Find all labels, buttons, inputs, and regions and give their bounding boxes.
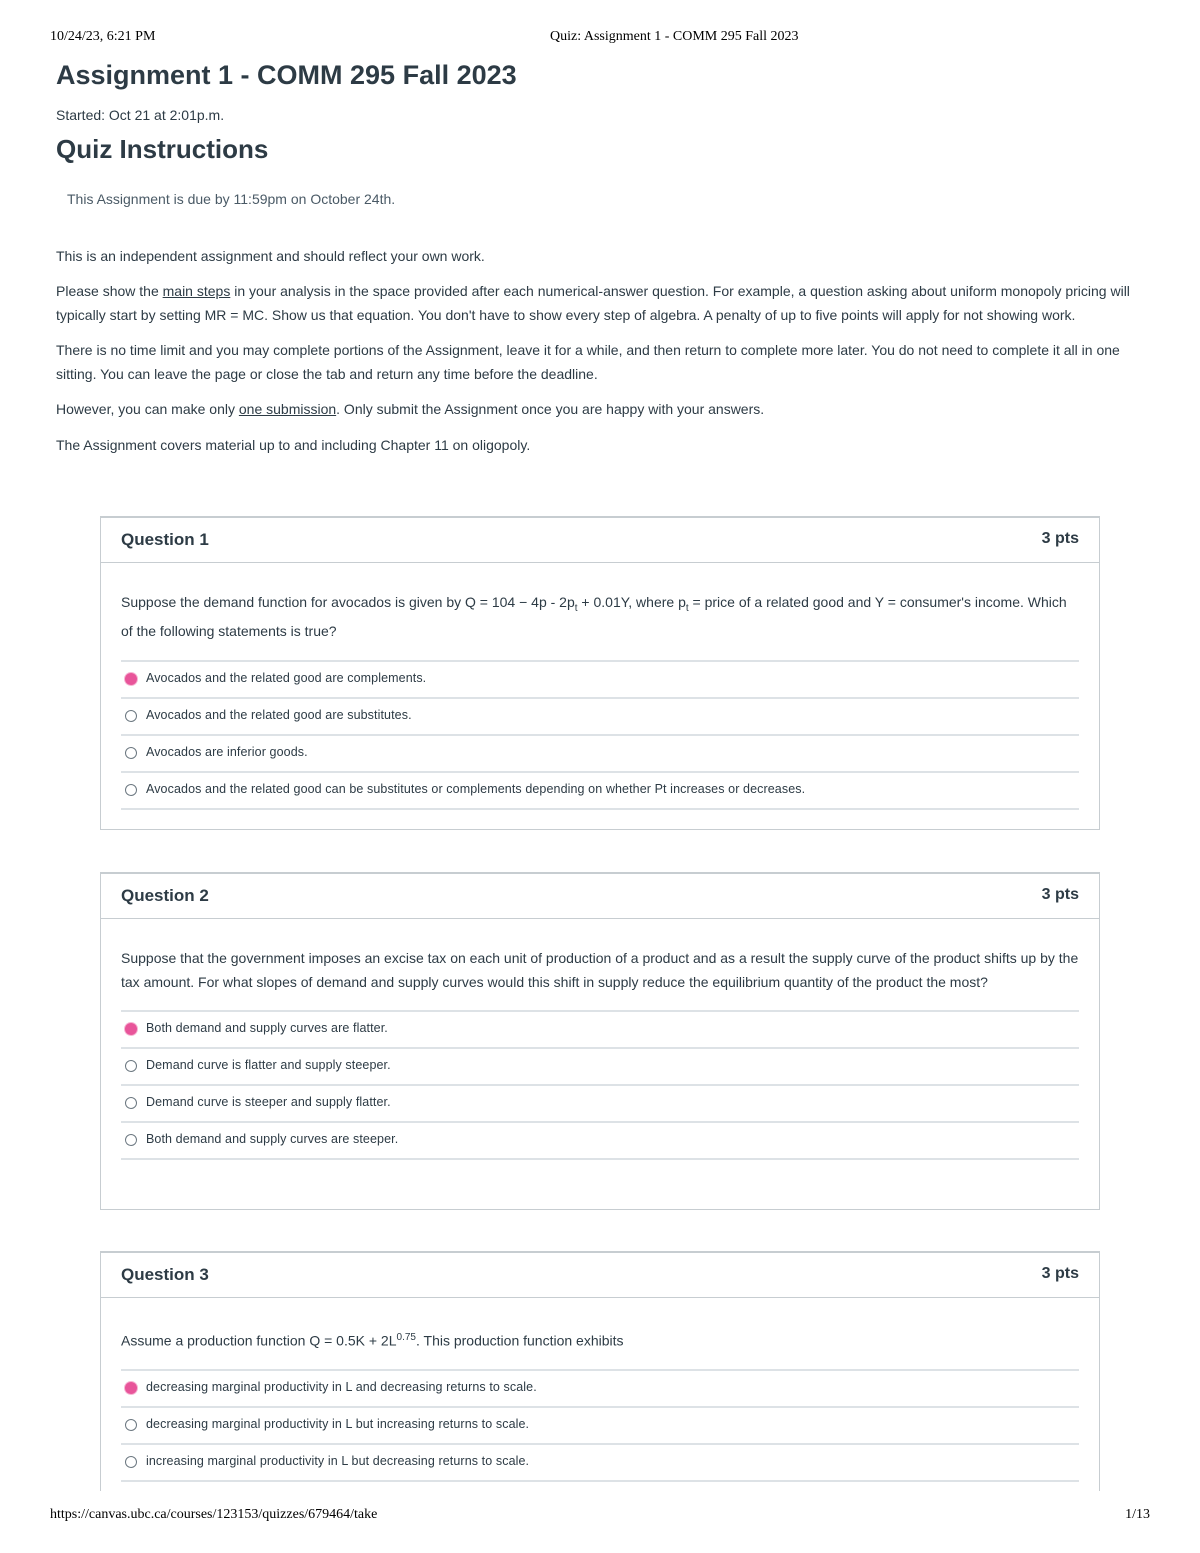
question-title: Question 1 bbox=[121, 530, 209, 549]
answer-option[interactable] bbox=[121, 1084, 1079, 1121]
question-title: Question 3 bbox=[121, 1265, 209, 1284]
answer-label: Avocados and the related good can be substitutes or complements depending on whether Pt increases or decreases. bbox=[146, 781, 806, 796]
question-card bbox=[100, 516, 1100, 830]
question-body bbox=[101, 1298, 1099, 1490]
radio-icon[interactable] bbox=[125, 1134, 137, 1146]
answer-list bbox=[121, 1369, 1079, 1482]
print-page-title: Quiz: Assignment 1 - COMM 295 Fall 2023 bbox=[550, 29, 799, 44]
started-timestamp: Started: Oct 21 at 2:01p.m. bbox=[56, 107, 225, 123]
instructions-heading: Quiz Instructions bbox=[56, 134, 269, 164]
text-run: = price of a related good and Y = consumer's income. Which of the following statements is true? bbox=[121, 594, 1067, 640]
answer-option[interactable] bbox=[121, 1121, 1079, 1160]
text-run: Suppose the demand function for avocados is given by Q = 104 − 4p - 2p bbox=[121, 594, 575, 610]
answer-label: increasing marginal productivity in L but decreasing returns to scale. bbox=[146, 1454, 530, 1469]
answer-label: Demand curve is flatter and supply steeper. bbox=[146, 1058, 391, 1072]
radio-selected-icon[interactable] bbox=[125, 673, 137, 685]
answer-option[interactable] bbox=[121, 1406, 1079, 1443]
subscript: t bbox=[685, 602, 689, 614]
instruction-paragraph: The Assignment covers material up to and including Chapter 11 on oligopoly. bbox=[56, 436, 531, 453]
question-points: 3 pts bbox=[1041, 1265, 1079, 1282]
due-note: This Assignment is due by 11:59pm on October 24th. bbox=[67, 191, 396, 207]
text-run: in your analysis in the space provided after each numerical-answer question. For example, a question asking about uniform monopoly pricing will typically start by setting MR = MC. Show us that equation. You don't have to show every step of algebra. A penalty of up to five points will apply for not showing work. bbox=[56, 283, 1130, 323]
question-body bbox=[101, 563, 1099, 818]
question-header bbox=[101, 518, 1099, 563]
text-run: Please show the bbox=[56, 283, 163, 299]
question-title: Question 2 bbox=[121, 886, 209, 905]
answer-label: decreasing marginal productivity in L but increasing returns to scale. bbox=[146, 1417, 530, 1432]
answer-label: Both demand and supply curves are steeper. bbox=[146, 1132, 399, 1146]
question-header bbox=[101, 874, 1099, 919]
question-header bbox=[101, 1253, 1099, 1298]
instruction-paragraph: There is no time limit and you may complete portions of the Assignment, leave it for a while, and then return to complete more later. You do not need to complete it all in one sitting. You can leave the page or close the tab and return any time before the deadline. bbox=[56, 342, 1120, 382]
answer-option[interactable] bbox=[121, 1010, 1079, 1047]
answer-label: Avocados and the related good are complements. bbox=[146, 670, 427, 685]
radio-icon[interactable] bbox=[125, 1097, 137, 1109]
page-url: https://canvas.ubc.ca/courses/123153/quizzes/679464/take bbox=[50, 1507, 378, 1522]
answer-list bbox=[121, 660, 1079, 810]
question-card bbox=[100, 1251, 1100, 1491]
underlined-text: one submission bbox=[238, 401, 337, 417]
text-run: However, you can make only bbox=[56, 401, 239, 417]
question-text: Suppose that the government imposes an excise tax on each unit of production of a product and as a result the supply curve of the product shifts up by the tax amount. For what slopes of demand and supply curves would this shift in supply reduce the equilibrium quantity of the product the most? bbox=[121, 950, 1079, 990]
quiz-instructions bbox=[56, 188, 1141, 469]
question-text bbox=[121, 591, 1079, 644]
answer-option[interactable] bbox=[121, 697, 1079, 734]
question-points: 3 pts bbox=[1041, 530, 1079, 547]
quiz-title: Assignment 1 - COMM 295 Fall 2023 bbox=[56, 60, 517, 90]
answer-label: Both demand and supply curves are flatter. bbox=[146, 1021, 388, 1035]
answer-option[interactable] bbox=[121, 1047, 1079, 1084]
question-body bbox=[101, 919, 1099, 1168]
radio-icon[interactable] bbox=[125, 1456, 137, 1468]
radio-icon[interactable] bbox=[125, 710, 137, 722]
instruction-paragraph bbox=[56, 280, 1141, 327]
instruction-paragraph: This is an independent assignment and should reflect your own work. bbox=[56, 247, 485, 264]
radio-icon[interactable] bbox=[125, 747, 137, 759]
question-card bbox=[100, 872, 1100, 1210]
question-points: 3 pts bbox=[1041, 886, 1079, 903]
answer-option[interactable] bbox=[121, 771, 1079, 810]
answer-option[interactable] bbox=[121, 1443, 1079, 1482]
page-number: 1/13 bbox=[1125, 1507, 1150, 1522]
radio-selected-icon[interactable] bbox=[125, 1382, 137, 1394]
print-header bbox=[50, 29, 1150, 49]
radio-icon[interactable] bbox=[125, 784, 137, 796]
answer-option[interactable] bbox=[121, 734, 1079, 771]
instruction-paragraph bbox=[56, 398, 1141, 422]
text-run: . This production function exhibits bbox=[415, 1332, 624, 1349]
radio-icon[interactable] bbox=[125, 1419, 137, 1431]
text-run: Assume a production function Q = 0.5K + 2L bbox=[121, 1332, 397, 1349]
text-run: . Only submit the Assignment once you are happy with your answers. bbox=[336, 401, 765, 417]
answer-option[interactable] bbox=[121, 660, 1079, 697]
answer-label: Demand curve is steeper and supply flatter. bbox=[146, 1095, 391, 1109]
text-run: + 0.01Y, where p bbox=[577, 594, 686, 610]
subscript: t bbox=[574, 602, 578, 614]
print-footer bbox=[50, 1507, 1150, 1527]
question-text bbox=[121, 1326, 1079, 1353]
radio-selected-icon[interactable] bbox=[125, 1023, 137, 1035]
answer-option[interactable] bbox=[121, 1369, 1079, 1406]
superscript: 0.75 bbox=[396, 1332, 416, 1343]
radio-icon[interactable] bbox=[125, 1060, 137, 1072]
answer-label: decreasing marginal productivity in L and decreasing returns to scale. bbox=[146, 1380, 537, 1395]
answer-label: Avocados are inferior goods. bbox=[146, 744, 308, 759]
answer-label: Avocados and the related good are substitutes. bbox=[146, 707, 412, 722]
answer-list bbox=[121, 1010, 1079, 1160]
underlined-text: main steps bbox=[162, 283, 231, 299]
print-date: 10/24/23, 6:21 PM bbox=[50, 29, 156, 44]
